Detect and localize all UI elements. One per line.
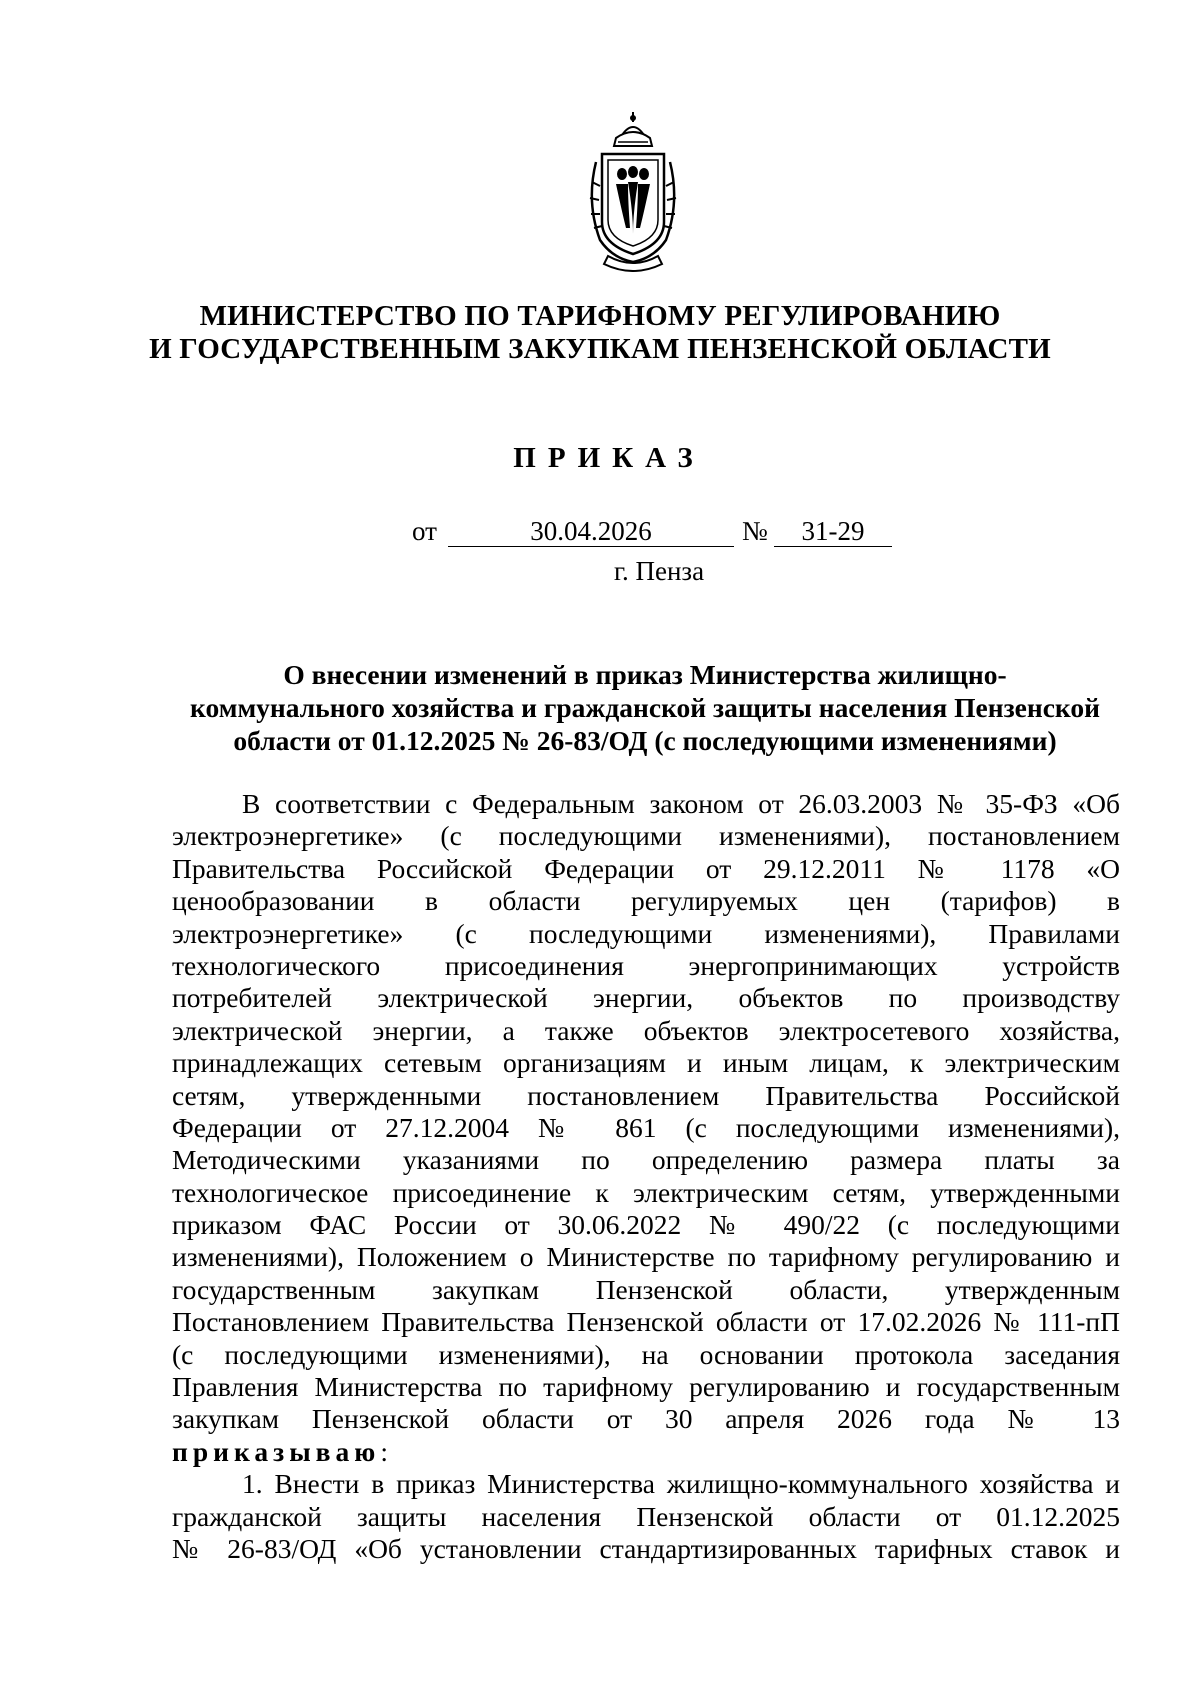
order-number: 31-29	[774, 516, 892, 547]
body-line: сетям, утвержденными постановлением Правительства Российской	[172, 1079, 1120, 1111]
body-line: электроэнергетике» (с последующими изменениями), постановлением	[172, 820, 1120, 852]
body-line: электрической энергии, а также объектов электросетевого хозяйства,	[172, 1014, 1120, 1046]
body-line: ценообразовании в области регулируемых цен (тарифов) в	[172, 885, 1120, 917]
body-line: гражданской защиты населения Пензенской области от 01.12.2025	[172, 1500, 1120, 1532]
body-line: изменениями), Положением о Министерстве по тарифному регулированию и	[172, 1241, 1120, 1273]
body-line: Правительства Российской Федерации от 29.12.2011 № 1178 «О	[172, 852, 1120, 884]
body-line: приказом ФАС России от 30.06.2022 № 490/22 (с последующими	[172, 1209, 1120, 1241]
ministry-name-line1: МИНИСТЕРСТВО ПО ТАРИФНОМУ РЕГУЛИРОВАНИЮ	[199, 300, 1001, 332]
ministry-name	[100, 300, 1100, 366]
body-line: технологического присоединения энергопринимающих устройств	[172, 949, 1120, 981]
body-line: Правления Министерства по тарифному регулированию и государственным	[172, 1371, 1120, 1403]
order-body	[172, 788, 1120, 1565]
body-line: технологическое присоединение к электрическим сетям, утвержденными	[172, 1176, 1120, 1208]
body-line: Федерации от 27.12.2004 № 861 (с последующими изменениями),	[172, 1111, 1120, 1143]
body-line: закупкам Пензенской области от 30 апреля 2026 года № 13	[172, 1403, 1120, 1435]
body-line: (с последующими изменениями), на основании протокола заседания	[172, 1338, 1120, 1370]
decree-line	[172, 1436, 1120, 1468]
subject-line: коммунального хозяйства и гражданской защиты населения Пензенской	[190, 692, 1100, 723]
order-date-number-line	[0, 516, 1200, 550]
body-line: В соответствии с Федеральным законом от 26.03.2003 № 35-ФЗ «Об	[242, 788, 1120, 819]
body-line: Методическими указаниями по определению размера платы за	[172, 1144, 1120, 1176]
order-subject	[170, 658, 1120, 757]
body-line: 1. Внести в приказ Министерства жилищно-коммунального хозяйства и	[242, 1468, 1120, 1500]
subject-line: О внесении изменений в приказ Министерства жилищно-	[283, 659, 1007, 690]
date-prefix: от	[412, 516, 437, 546]
body-line: электроэнергетике» (с последующими изменениями), Правилами	[172, 917, 1120, 949]
body-line: потребителей электрической энергии, объектов по производству	[172, 982, 1120, 1014]
body-line: Постановлением Правительства Пензенской области от 17.02.2026 № 111-пП	[172, 1306, 1120, 1338]
order-date: 30.04.2026	[448, 516, 734, 547]
body-line: государственным закупкам Пензенской области, утвержденным	[172, 1273, 1120, 1305]
subject-line: области от 01.12.2025 № 26-83/ОД (с последующими изменениями)	[233, 725, 1057, 756]
number-sign: №	[742, 516, 768, 546]
body-line: принадлежащих сетевым организациям и иным лицам, к электрическим	[172, 1047, 1120, 1079]
ministry-name-line2: И ГОСУДАРСТВЕННЫМ ЗАКУПКАМ ПЕНЗЕНСКОЙ ОБЛАСТИ	[149, 333, 1051, 365]
document-type-title: ПРИКАЗ	[513, 442, 705, 474]
coat-of-arms-icon	[578, 112, 688, 272]
city: г. Пенза	[613, 556, 705, 586]
decree-colon: :	[380, 1435, 388, 1467]
decree-word: приказываю	[172, 1435, 381, 1467]
body-line: № 26-83/ОД «Об установлении стандартизированных тарифных ставок и	[172, 1532, 1120, 1564]
